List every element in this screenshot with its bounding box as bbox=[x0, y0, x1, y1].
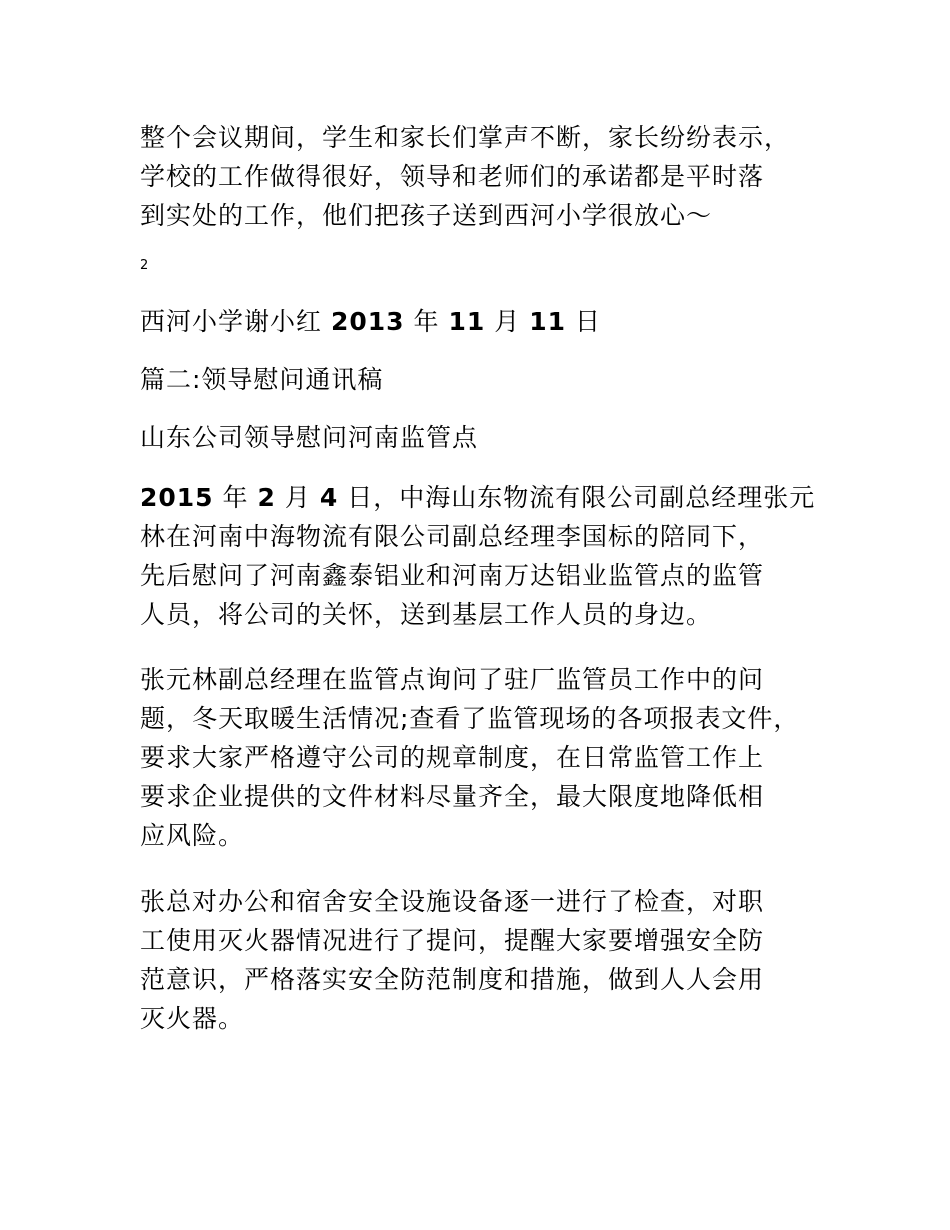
text-line: 张总对办公和宿舍安全设施设备逐一进行了检查，对职 bbox=[140, 887, 765, 916]
signature-year-unit: 年 bbox=[413, 307, 440, 336]
text-line: 题，冬天取暖生活情况;查看了监管现场的各项报表文件， bbox=[140, 704, 800, 733]
text-line: 林在河南中海物流有限公司副总经理李国标的陪同下， bbox=[140, 522, 765, 551]
article-heading-text: 山东公司领导慰问河南监管点 bbox=[140, 423, 479, 452]
section-title bbox=[140, 360, 830, 399]
text-line: 要求企业提供的文件材料尽量齐全，最大限度地降低相 bbox=[140, 782, 765, 811]
text-line: 到实处的工作，他们把孩子送到西河小学很放心～ bbox=[140, 201, 713, 230]
article-heading bbox=[140, 418, 830, 457]
visit-year-unit: 年 bbox=[222, 483, 249, 512]
text-line: 灭火器。 bbox=[140, 1004, 245, 1033]
paragraph-visit-intro bbox=[140, 478, 830, 634]
visit-month-unit: 月 bbox=[284, 483, 311, 512]
visit-year: 2015 bbox=[140, 483, 214, 512]
visit-month: 2 bbox=[257, 483, 276, 512]
paragraph-meeting-summary bbox=[140, 118, 830, 235]
text-line: 整个会议期间，学生和家长们掌声不断，家长纷纷表示， bbox=[140, 123, 791, 152]
visit-day: 4 bbox=[319, 483, 339, 512]
signature-line bbox=[140, 302, 830, 341]
signature-month-unit: 月 bbox=[494, 307, 521, 336]
text-line: 张元林副总经理在监管点询问了驻厂监管员工作中的问 bbox=[140, 665, 765, 694]
text-line bbox=[140, 478, 830, 517]
text-line: 先后慰问了河南鑫泰铝业和河南万达铝业监管点的监管 bbox=[140, 561, 765, 590]
visit-line-rest: 日，中海山东物流有限公司副总经理张元 bbox=[347, 483, 816, 512]
signature-text bbox=[140, 302, 830, 341]
text-line: 范意识，严格落实安全防范制度和措施，做到人人会用 bbox=[140, 965, 765, 994]
signature-name: 西河小学谢小红 bbox=[140, 307, 323, 336]
signature-day-unit: 日 bbox=[574, 307, 601, 336]
page-number: 2 bbox=[140, 258, 149, 273]
signature-month: 11 bbox=[448, 307, 486, 336]
text-line: 工使用灭火器情况进行了提问，提醒大家要增强安全防 bbox=[140, 926, 765, 955]
signature-year: 2013 bbox=[330, 307, 405, 336]
signature-day: 11 bbox=[529, 307, 566, 336]
section-title-text: 篇二:领导慰问通讯稿 bbox=[140, 365, 384, 394]
paragraph-inspection bbox=[140, 660, 830, 855]
paragraph-safety-check bbox=[140, 882, 830, 1038]
text-line: 人员，将公司的关怀，送到基层工作人员的身边。 bbox=[140, 600, 713, 629]
text-line: 应风险。 bbox=[140, 821, 245, 850]
text-line: 学校的工作做得很好，领导和老师们的承诺都是平时落 bbox=[140, 162, 765, 191]
text-line: 要求大家严格遵守公司的规章制度，在日常监管工作上 bbox=[140, 743, 765, 772]
